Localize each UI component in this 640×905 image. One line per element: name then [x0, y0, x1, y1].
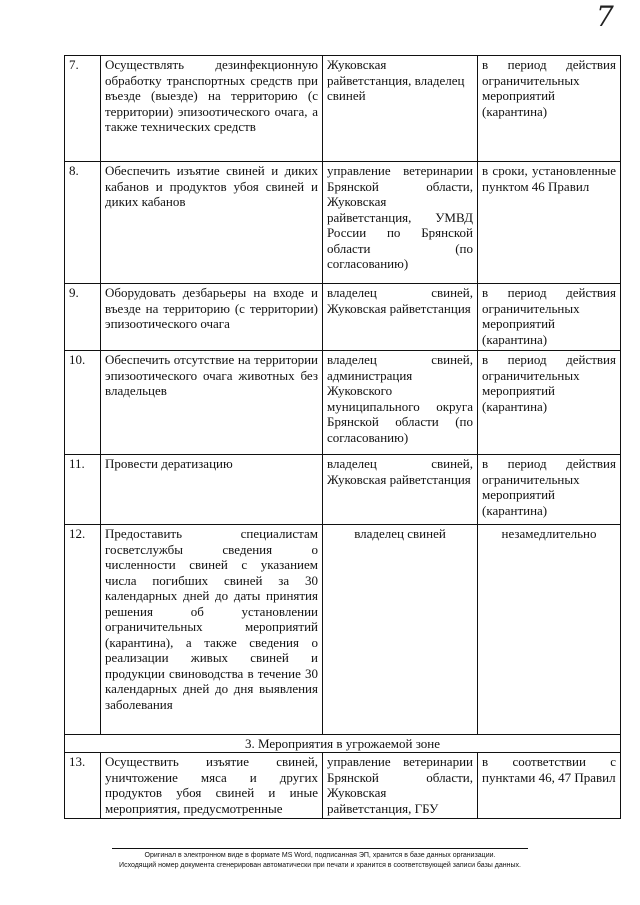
deadline-cell: незамедлительно — [478, 525, 621, 735]
table-row — [65, 525, 621, 735]
responsible-cell: владелец свиней, Жуковская райветстанция — [323, 284, 478, 351]
row-number: 7. — [65, 56, 101, 162]
table-row — [65, 351, 621, 455]
row-number: 13. — [65, 753, 101, 819]
row-number: 8. — [65, 162, 101, 284]
table-row — [65, 753, 621, 819]
footer-note-outgoing-number: Исходящий номер документа сгенерирован автоматически при печати и хранится в соответствующей записи базы данных. — [119, 862, 521, 869]
section-row — [65, 735, 621, 753]
footer-divider — [112, 848, 528, 849]
table-row — [65, 455, 621, 525]
row-number: 9. — [65, 284, 101, 351]
measures-table — [64, 55, 621, 819]
responsible-cell: управление ветеринарии Брянской области, Жуковская райветстанция, ГБУ — [323, 753, 478, 819]
deadline-cell: в период действия ограничительных мероприятий (карантина) — [478, 284, 621, 351]
footer-note-original: Оригинал в электронном виде в формате MS Word, подписанная ЭП, хранится в базе данных организации. — [144, 852, 496, 859]
deadline-cell: в период действия ограничительных мероприятий (карантина) — [478, 351, 621, 455]
action-cell: Предоставить специалистам госветслужбы сведения о численности свиней с указанием числа погибших свиней за 30 календарных дней до даты принятия решения об установлении ограничительных мероприятий (карантина), а также сведения о реализации живых свиней и продукции свиноводства в течение 30 календарных дней до дня выявления заболевания — [101, 525, 323, 735]
row-number: 10. — [65, 351, 101, 455]
table-row — [65, 56, 621, 162]
section-title: 3. Мероприятия в угрожаемой зоне — [65, 735, 621, 753]
responsible-cell: Жуковская райветстанция, владелец свиней — [323, 56, 478, 162]
deadline-cell: в период действия ограничительных мероприятий (карантина) — [478, 455, 621, 525]
responsible-cell: управление ветеринарии Брянской области, Жуковская райветстанция, УМВД России по Брянской области (по согласованию) — [323, 162, 478, 284]
action-cell: Провести дератизацию — [101, 455, 323, 525]
row-number: 11. — [65, 455, 101, 525]
action-cell: Обеспечить отсутствие на территории эпизоотического очага животных без владельцев — [101, 351, 323, 455]
responsible-cell: владелец свиней, Жуковская райветстанция — [323, 455, 478, 525]
action-cell: Осуществлять дезинфекционную обработку транспортных средств при въезде (выезде) на территорию (с территории) эпизоотического очага, а также технических средств — [101, 56, 323, 162]
table-row — [65, 284, 621, 351]
deadline-cell: в соответствии с пунктами 46, 47 Правил — [478, 753, 621, 819]
responsible-cell: владелец свиней, администрация Жуковского муниципального округа Брянской области (по согласованию) — [323, 351, 478, 455]
action-cell: Осуществить изъятие свиней, уничтожение мяса и других продуктов убоя свиней и иные мероприятия, предусмотренные — [101, 753, 323, 819]
deadline-cell: в сроки, установленные пунктом 46 Правил — [478, 162, 621, 284]
action-cell: Оборудовать дезбарьеры на входе и въезде на территорию (с территории) эпизоотического очага — [101, 284, 323, 351]
responsible-cell: владелец свиней — [323, 525, 478, 735]
row-number: 12. — [65, 525, 101, 735]
deadline-cell: в период действия ограничительных мероприятий (карантина) — [478, 56, 621, 162]
page-number: 7 — [596, 0, 614, 33]
table-row — [65, 162, 621, 284]
action-cell: Обеспечить изъятие свиней и диких кабанов и продуктов убоя свиней и диких кабанов — [101, 162, 323, 284]
